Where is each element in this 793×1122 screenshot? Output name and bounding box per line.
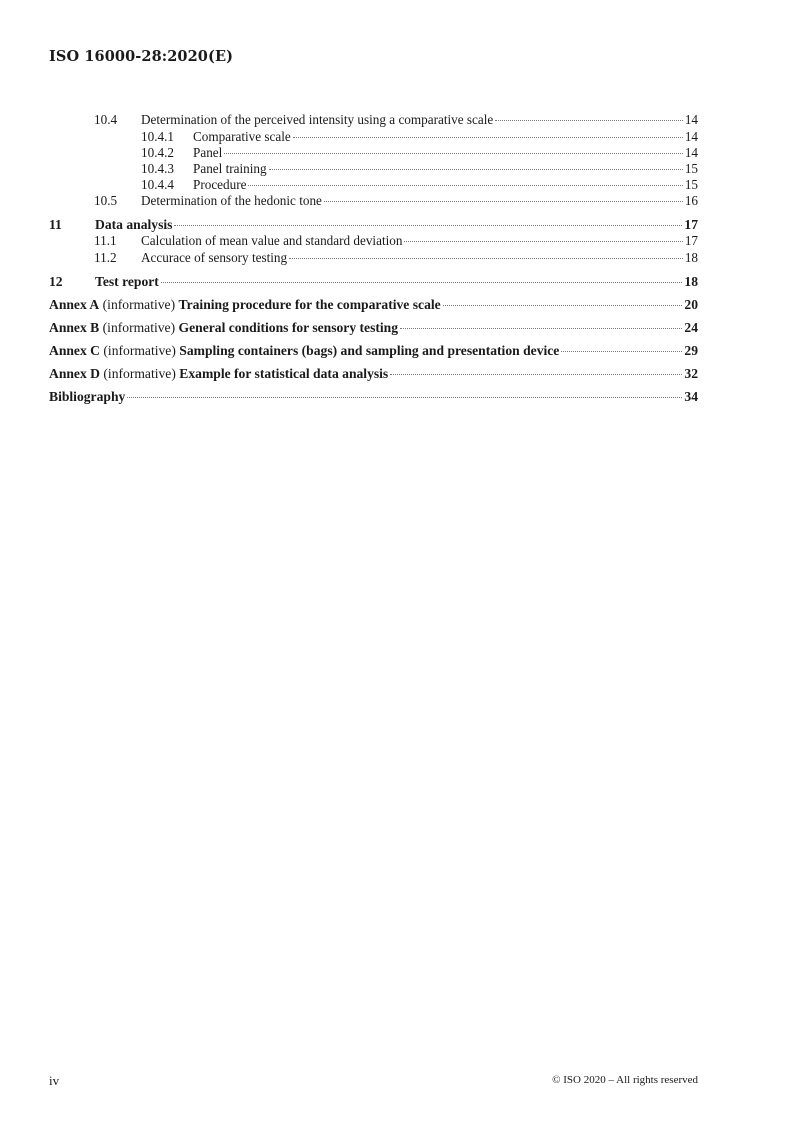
- dot-leader: [161, 282, 683, 283]
- dot-leader: [269, 169, 683, 170]
- dot-leader: [289, 258, 683, 259]
- section-number: 10.4.3: [141, 160, 174, 176]
- page-number: 16: [684, 192, 698, 208]
- section-title: Panel: [193, 144, 223, 160]
- page-number: 32: [684, 366, 698, 381]
- annex-label: Annex D: [49, 366, 100, 381]
- dot-leader: [561, 351, 682, 352]
- section-number: 11.2: [94, 249, 117, 265]
- section-title: Determination of the perceived intensity using a comparative scale: [141, 112, 494, 127]
- table-of-contents: [49, 112, 698, 405]
- page-number: 29: [684, 343, 698, 358]
- section-number: 10.4.4: [141, 176, 174, 192]
- dot-leader: [248, 185, 682, 186]
- page-number: 18: [684, 249, 698, 265]
- dot-leader: [495, 120, 683, 121]
- toc-entry-annex-b[interactable]: [49, 320, 698, 336]
- dot-leader: [443, 305, 683, 306]
- page-number: 14: [684, 128, 698, 144]
- toc-entry-10-4-2[interactable]: [49, 145, 698, 161]
- page-number: 15: [684, 176, 698, 192]
- toc-entry-bibliography[interactable]: [49, 389, 698, 405]
- annex-type: (informative): [102, 297, 176, 312]
- dot-leader: [224, 153, 683, 154]
- annex-title: Sampling containers (bags) and sampling and presentation device: [179, 343, 560, 358]
- page-number: 20: [684, 297, 698, 312]
- footer-page-number: iv: [49, 1073, 60, 1088]
- section-number: 11.1: [94, 233, 117, 248]
- dot-leader: [400, 328, 682, 329]
- section-number: 10.4: [94, 112, 118, 127]
- toc-entry-10-4-4[interactable]: [49, 177, 698, 193]
- toc-entry-11-2[interactable]: [49, 250, 698, 267]
- annex-title: General conditions for sensory testing: [178, 320, 399, 335]
- annex-type: (informative): [103, 366, 176, 381]
- section-number: 10.5: [94, 192, 118, 208]
- section-title: Panel training: [193, 160, 267, 176]
- section-title: Procedure: [193, 176, 247, 192]
- annex-title: Example for statistical data analysis: [179, 366, 389, 381]
- dot-leader: [404, 241, 682, 242]
- toc-entry-11[interactable]: [49, 217, 698, 233]
- annex-title: Training procedure for the comparative scale: [178, 297, 441, 312]
- toc-entry-annex-c[interactable]: [49, 343, 698, 359]
- section-title: Determination of the hedonic tone: [141, 192, 322, 208]
- toc-entry-11-1[interactable]: [49, 233, 698, 250]
- toc-entry-annex-a[interactable]: [49, 297, 698, 313]
- section-title: Test report: [95, 274, 159, 289]
- section-number: 12: [49, 274, 63, 289]
- page-number: 34: [684, 389, 698, 404]
- toc-entry-10-5[interactable]: [49, 193, 698, 210]
- page-number: 15: [684, 160, 698, 176]
- footer-copyright: © ISO 2020 – All rights reserved: [552, 1074, 698, 1086]
- toc-entry-10-4-1[interactable]: [49, 129, 698, 145]
- dot-leader: [127, 397, 682, 398]
- toc-entry-annex-d[interactable]: [49, 366, 698, 382]
- page-number: 24: [684, 320, 698, 335]
- section-number: 11: [49, 217, 62, 232]
- section-number: 10.4.2: [141, 144, 174, 160]
- section-title: Accurace of sensory testing: [141, 249, 288, 265]
- page-number: 14: [684, 144, 698, 160]
- page-number: 14: [684, 112, 698, 127]
- dot-leader: [390, 374, 682, 375]
- annex-label: Annex A: [49, 297, 100, 312]
- section-number: 10.4.1: [141, 128, 174, 144]
- dot-leader: [174, 225, 682, 226]
- toc-entry-10-4-3[interactable]: [49, 161, 698, 177]
- annex-type: (informative): [102, 320, 176, 335]
- dot-leader: [293, 137, 683, 138]
- document-id-header: ISO 16000-28:2020(E): [49, 48, 234, 65]
- section-title: Comparative scale: [193, 128, 291, 144]
- annex-label: Annex B: [49, 320, 100, 335]
- annex-label: Annex C: [49, 343, 100, 358]
- page-number: 18: [684, 274, 698, 289]
- annex-type: (informative): [103, 343, 176, 358]
- dot-leader: [324, 201, 683, 202]
- page-number: 17: [684, 233, 698, 248]
- section-title: Bibliography: [49, 389, 126, 404]
- section-title: Calculation of mean value and standard deviation: [141, 233, 403, 248]
- toc-entry-10-4[interactable]: [49, 112, 698, 129]
- page-number: 17: [684, 217, 698, 232]
- section-title: Data analysis: [95, 217, 173, 232]
- toc-entry-12[interactable]: [49, 274, 698, 290]
